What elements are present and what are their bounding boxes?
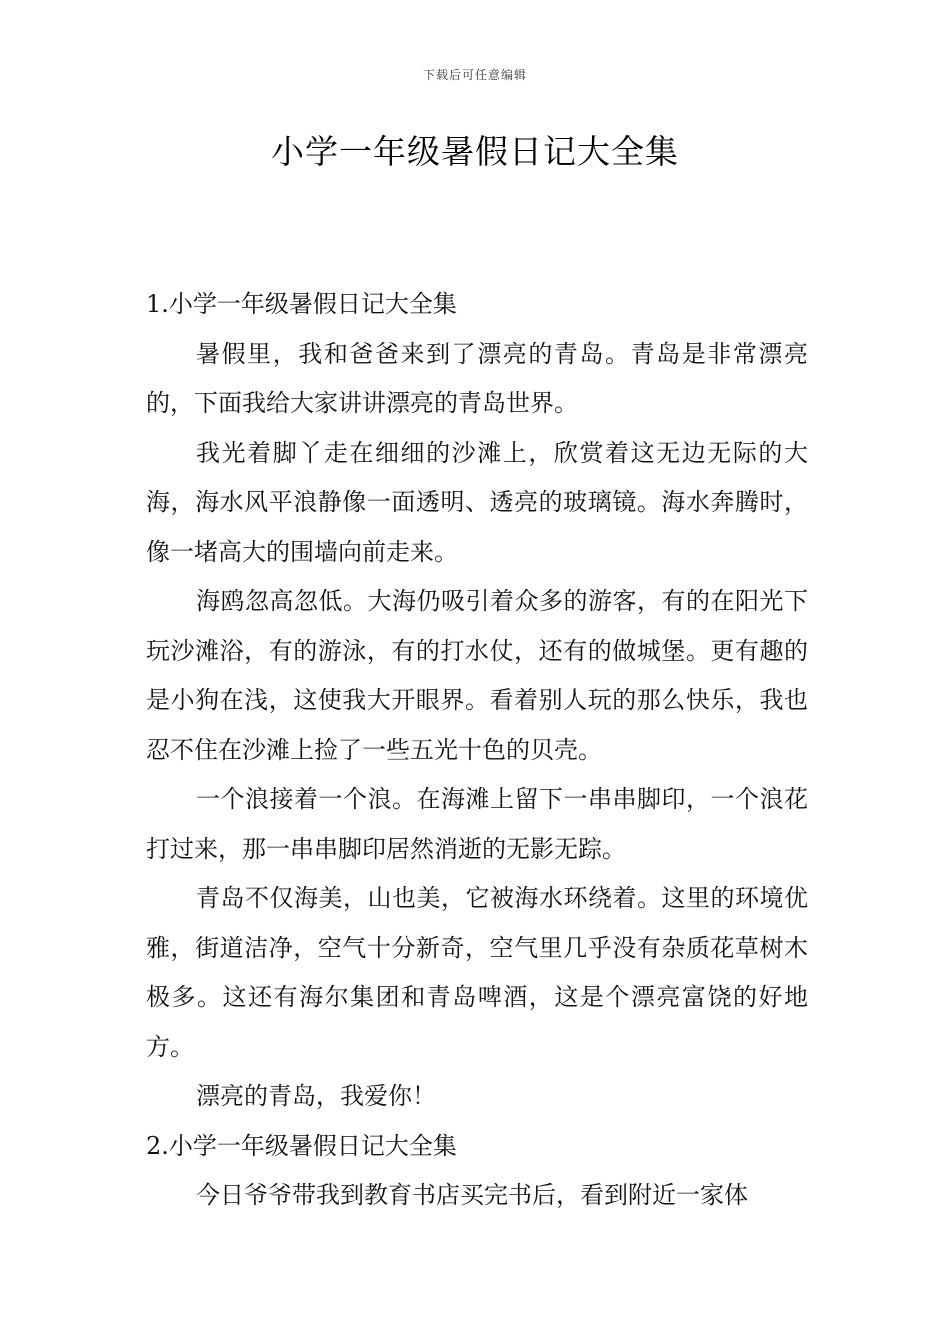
section-heading: 1.小学一年级暑假日记大全集 bbox=[146, 290, 457, 318]
document-body bbox=[146, 280, 808, 1221]
page-header-note: 下载后可任意编辑 bbox=[422, 68, 527, 82]
paragraph: 我光着脚丫走在细细的沙滩上，欣赏着这无边无际的大海，海水风平浪静像一面透明、透亮的玻璃镜。海水奔腾时，像一堵高大的围墙向前走来。 bbox=[146, 438, 808, 566]
paragraph: 一个浪接着一个浪。在海滩上留下一串串脚印，一个浪花打过来，那一串串脚印居然消逝的无影无踪。 bbox=[146, 785, 808, 863]
section-heading: 2.小学一年级暑假日记大全集 bbox=[146, 1131, 457, 1160]
paragraph: 海鸥忽高忽低。大海仍吸引着众多的游客，有的在阳光下玩沙滩浴，有的游泳，有的打水仗，还有的做城堡。更有趣的是小狗在浅，这使我大开眼界。看着别人玩的那么快乐，我也忍不住在沙滩上捡了一些五光十色的贝壳。 bbox=[146, 587, 808, 764]
paragraph: 漂亮的青岛，我爱你！ bbox=[196, 1082, 436, 1110]
document-title: 小学一年级暑假日记大全集 bbox=[271, 132, 679, 171]
paragraph: 今日爷爷带我到教育书店买完书后，看到附近一家体 bbox=[196, 1181, 748, 1209]
paragraph: 暑假里，我和爸爸来到了漂亮的青岛。青岛是非常漂亮的，下面我给大家讲讲漂亮的青岛世界。 bbox=[146, 339, 808, 417]
paragraph: 青岛不仅海美，山也美，它被海水环绕着。这里的环境优雅，街道洁净，空气十分新奇，空气里几乎没有杂质花草树木极多。这还有海尔集团和青岛啤酒，这是个漂亮富饶的好地方。 bbox=[146, 884, 808, 1061]
